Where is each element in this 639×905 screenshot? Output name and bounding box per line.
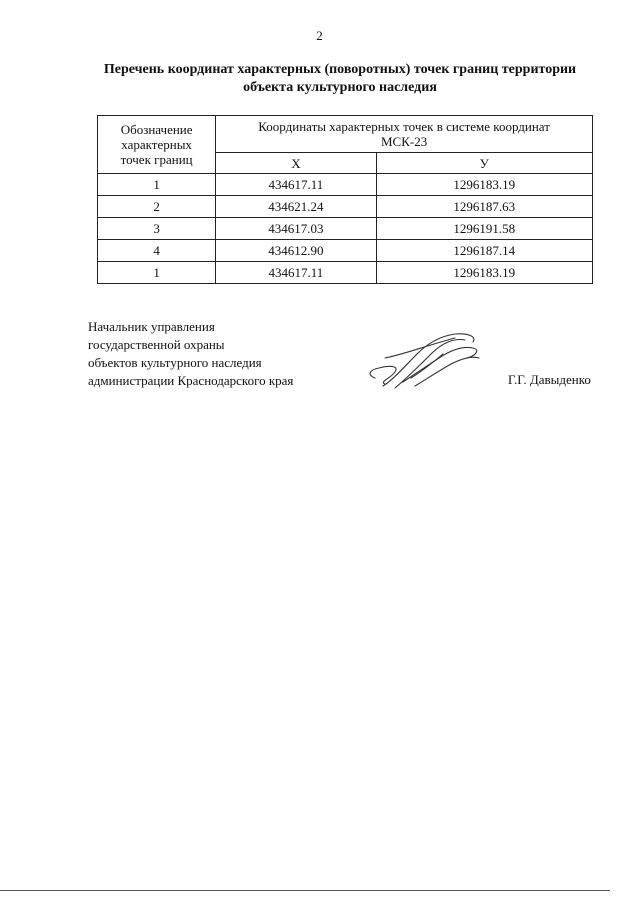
cell-y: 1296183.19 <box>376 262 592 284</box>
cell-x: 434612.90 <box>216 240 376 262</box>
header-y: У <box>376 153 592 174</box>
cell-y: 1296187.14 <box>376 240 592 262</box>
cell-y: 1296183.19 <box>376 174 592 196</box>
header-coordinates-line: МСК-23 <box>381 134 428 150</box>
coordinates-table <box>97 115 593 284</box>
cell-y: 1296187.63 <box>376 196 592 218</box>
header-point-line: характерных <box>121 137 192 152</box>
cell-y: 1296191.58 <box>376 218 592 240</box>
cell-point: 3 <box>98 218 216 240</box>
signer-position <box>88 318 368 390</box>
handwritten-signature <box>355 328 495 398</box>
header-x: X <box>216 153 376 174</box>
cell-x: 434621.24 <box>216 196 376 218</box>
signer-position-line: государственной охраны <box>88 337 225 352</box>
cell-x: 434617.11 <box>216 174 376 196</box>
table-row <box>98 218 593 240</box>
header-point-line: точек границ <box>120 152 193 167</box>
title-line-2: объекта культурного наследия <box>243 80 437 95</box>
header-coordinates-line: Координаты характерных точек в системе координат <box>258 119 550 135</box>
table-row <box>98 174 593 196</box>
signer-position-line: Начальник управления <box>88 319 215 334</box>
table-row <box>98 240 593 262</box>
header-point-line: Обозначение <box>120 122 193 137</box>
cell-point: 4 <box>98 240 216 262</box>
cell-point: 1 <box>98 262 216 284</box>
table-row <box>98 262 593 284</box>
title-line-1: Перечень координат характерных (поворотных) точек границ территории <box>103 62 577 77</box>
signer-name: Г.Г. Давыденко <box>508 372 591 387</box>
bottom-divider <box>0 890 610 891</box>
cell-point: 1 <box>98 174 216 196</box>
cell-x: 434617.03 <box>216 218 376 240</box>
cell-point: 2 <box>98 196 216 218</box>
table-row <box>98 196 593 218</box>
signer-position-line: объектов культурного наследия <box>88 355 262 370</box>
cell-x: 434617.11 <box>216 262 376 284</box>
header-coordinates <box>216 116 593 153</box>
header-point-designation <box>98 116 216 174</box>
signer-position-line: администрации Краснодарского края <box>88 373 294 388</box>
document-title <box>70 61 610 97</box>
page-number: 2 <box>316 28 323 43</box>
